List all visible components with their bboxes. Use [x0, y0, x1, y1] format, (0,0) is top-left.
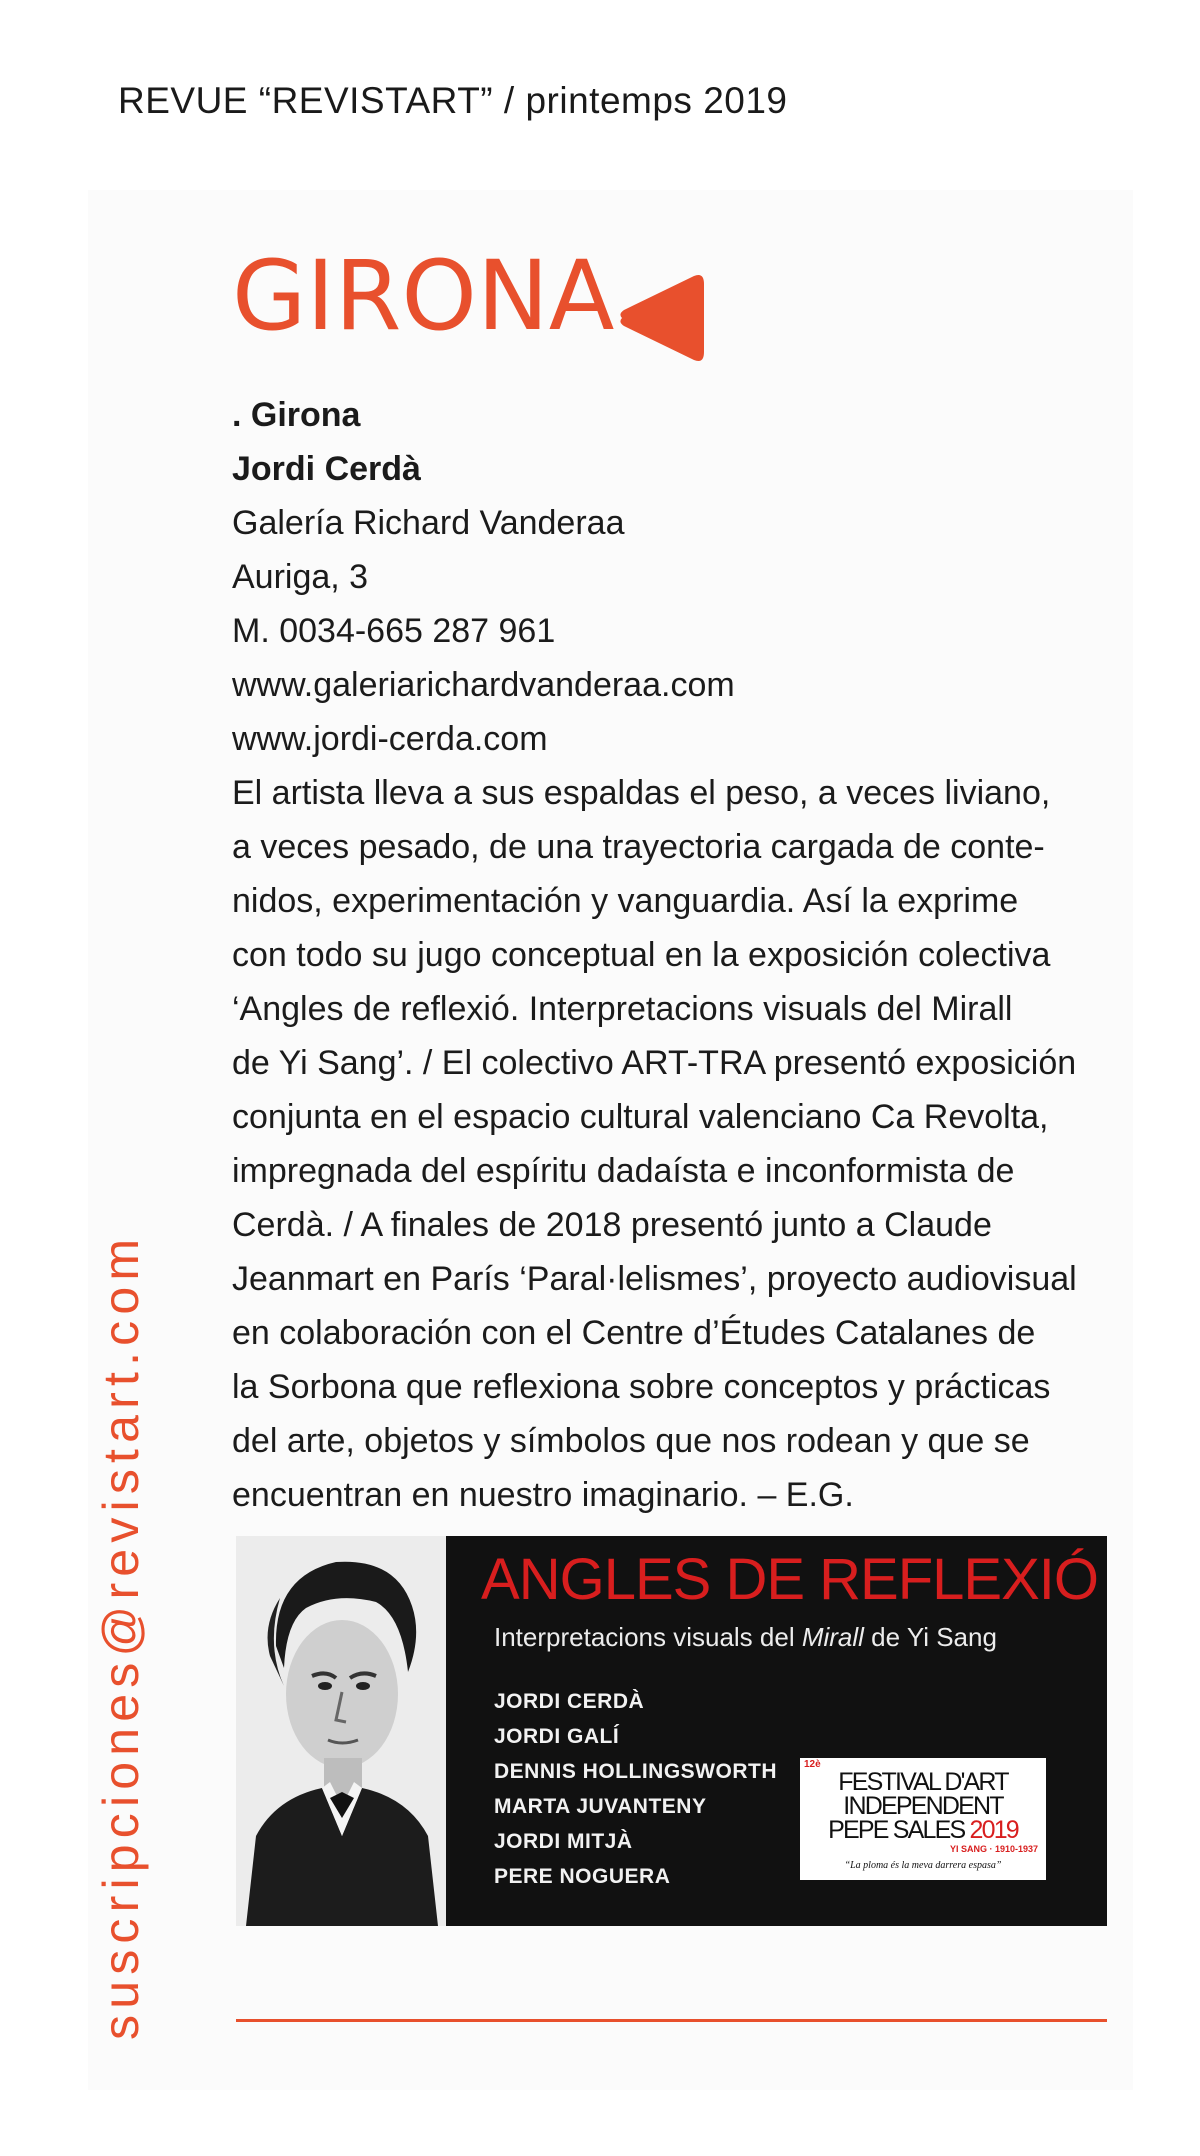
body-line: en colaboración con el Centre d’Études Catalanes de — [232, 1314, 1036, 1352]
gallery-address: Auriga, 3 — [232, 558, 369, 596]
poster-subtitle-start: Interpretacions visuals del — [494, 1622, 802, 1652]
festival-motto: “La ploma és la meva darrera espasa” — [844, 1860, 1002, 1871]
artist-list-item: JORDI CERDÀ — [494, 1690, 645, 1713]
poster-subtitle-end: de Yi Sang — [863, 1622, 997, 1652]
divider-rule — [236, 2019, 1107, 2022]
poster-subtitle-italic: Mirall — [801, 1622, 864, 1652]
body-line: del arte, objetos y símbolos que nos rodean y que se — [232, 1422, 1030, 1460]
poster-title: ANGLES DE REFLEXIÓ — [481, 1547, 1098, 1612]
gallery-phone: M. 0034-665 287 961 — [232, 612, 556, 650]
body-line: nidos, experimentación y vanguardia. Así la exprime — [232, 882, 1019, 920]
section-title: GIRONA — [232, 240, 615, 352]
body-line: con todo su jugo conceptual en la exposición colectiva — [232, 936, 1051, 974]
body-line: Cerdà. / A finales de 2018 presentó junto a Claude — [232, 1206, 992, 1244]
festival-line-3 — [806, 1818, 1040, 1843]
festival-line-1: FESTIVAL D'ART — [838, 1768, 1008, 1796]
subscription-email: suscripciones@revistart.com — [93, 1232, 149, 2040]
gallery-info — [232, 388, 1112, 766]
artist-name: Jordi Cerdà — [232, 450, 421, 488]
artist-list-item: PERE NOGUERA — [494, 1865, 671, 1888]
body-line: encuentran en nuestro imaginario. – E.G. — [232, 1476, 854, 1514]
festival-logo — [800, 1758, 1046, 1880]
gallery-website-link[interactable]: www.galeriarichardvanderaa.com — [232, 666, 735, 704]
city-label: . Girona — [232, 396, 361, 434]
body-line: de Yi Sang’. / El colectivo ART-TRA presentó exposición — [232, 1044, 1077, 1082]
festival-name: PEPE SALES — [828, 1816, 965, 1844]
body-line: a veces pesado, de una trayectoria cargada de conte- — [232, 828, 1045, 866]
poster-subtitle — [494, 1622, 997, 1653]
body-line: Jeanmart en París ‘Paral·lelismes’, proyecto audiovisual — [232, 1260, 1077, 1298]
body-line: impregnada del espíritu dadaísta e inconformista de — [232, 1152, 1015, 1190]
body-line: conjunta en el espacio cultural valenciano Ca Revolta, — [232, 1098, 1049, 1136]
article-body — [232, 766, 1132, 1522]
artist-list-item: JORDI GALÍ — [494, 1725, 620, 1748]
body-line: ‘Angles de reflexió. Interpretacions visuals del Mirall — [232, 990, 1013, 1028]
festival-line-2: INDEPENDENT — [843, 1792, 1003, 1820]
body-line: la Sorbona que reflexiona sobre conceptos y prácticas — [232, 1368, 1051, 1406]
gallery-name: Galería Richard Vanderaa — [232, 504, 625, 542]
artist-list-item: DENNIS HOLLINGSWORTH — [494, 1760, 777, 1783]
exhibition-poster — [236, 1536, 1107, 1926]
festival-year: 2019 — [969, 1816, 1018, 1844]
artist-list — [494, 1684, 777, 1894]
artist-list-item: MARTA JUVANTENY — [494, 1795, 707, 1818]
portrait-image — [236, 1536, 446, 1926]
artist-list-item: JORDI MITJÀ — [494, 1830, 633, 1853]
body-line: El artista lleva a sus espaldas el peso, a veces liviano, — [232, 774, 1051, 812]
festival-yisang: YI SANG · 1910-1937 — [949, 1844, 1038, 1854]
artist-website-link[interactable]: www.jordi-cerda.com — [232, 720, 548, 758]
publication-header: REVUE “REVISTART” / printemps 2019 — [118, 80, 788, 121]
arrow-left-icon — [612, 272, 706, 364]
festival-edition: 12è — [804, 1759, 821, 1770]
